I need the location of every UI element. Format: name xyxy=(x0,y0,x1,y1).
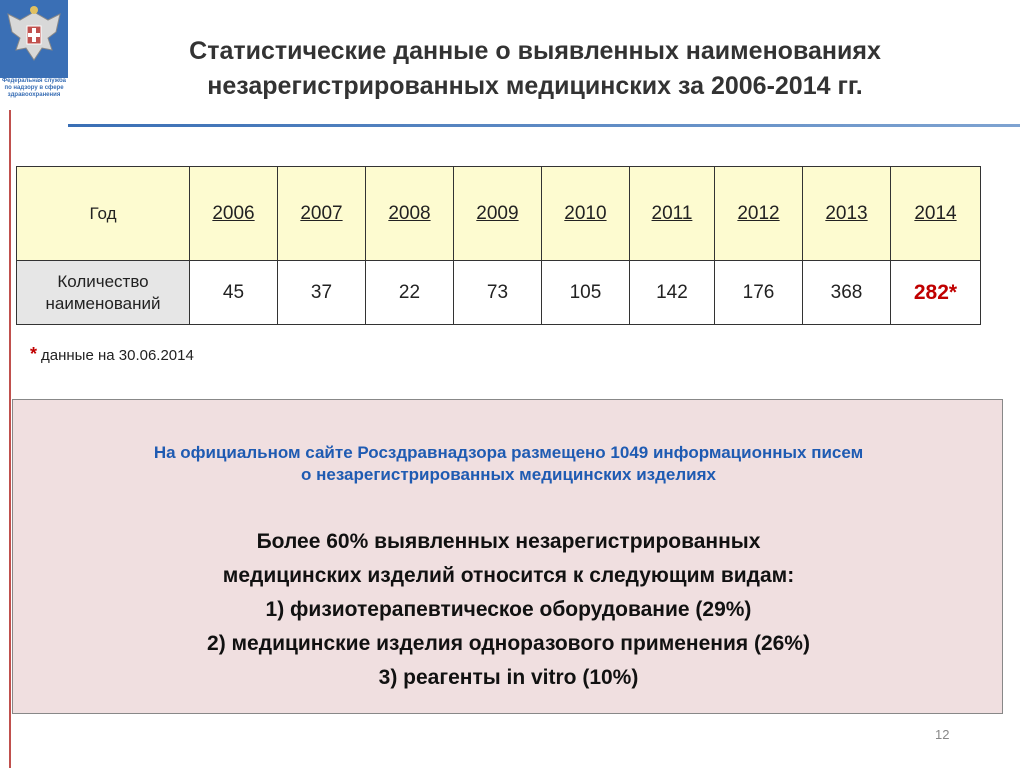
count-cell: 142 xyxy=(629,261,714,325)
title-divider xyxy=(68,124,1020,127)
count-cell: 22 xyxy=(365,261,453,325)
count-cell: 45 xyxy=(190,261,278,325)
year-cell: 2013 xyxy=(803,167,891,261)
footnote-text: данные на 30.06.2014 xyxy=(41,347,194,364)
year-cell: 2012 xyxy=(715,167,803,261)
count-cell-highlighted: 282* xyxy=(890,261,980,325)
count-cell: 368 xyxy=(803,261,891,325)
row-label: Количество наименований xyxy=(17,261,190,325)
year-cell: 2009 xyxy=(453,167,541,261)
summary-text: Более 60% выявленных незарегистрированных медицинских изделий относится к следующим видам: 1) физиотерапевтическое оборудование (29%) 2) медицинские изделия одноразового применения (26%) 3) реагенты in vitro (10%) xyxy=(207,530,810,689)
logo-caption: Федеральная служба по надзору в сфере здравоохранения xyxy=(1,78,66,98)
page-number: 12 xyxy=(935,727,950,742)
count-cell: 37 xyxy=(277,261,365,325)
statistics-table xyxy=(16,166,981,325)
notice-text: На официальном сайте Росздравнадзора размещено 1049 информационных писем о незарегистрированных медицинских изделиях xyxy=(153,443,864,484)
logo xyxy=(0,0,68,78)
footnote xyxy=(30,344,194,365)
sidebar-divider xyxy=(9,110,11,768)
page-title: Статистические данные о выявленных наименованиях незарегистрированных медицинских за 2006-2014 гг. xyxy=(189,37,881,100)
year-cell: 2014 xyxy=(890,167,980,261)
eagle-emblem-icon xyxy=(0,0,68,78)
header-label: Год xyxy=(17,167,190,261)
table-row xyxy=(17,261,981,325)
year-cell: 2008 xyxy=(365,167,453,261)
info-box xyxy=(12,399,1003,714)
year-cell: 2010 xyxy=(541,167,629,261)
footnote-star: * xyxy=(30,344,38,364)
year-cell: 2011 xyxy=(629,167,714,261)
count-cell: 73 xyxy=(453,261,541,325)
count-cell: 105 xyxy=(541,261,629,325)
year-cell: 2006 xyxy=(190,167,278,261)
table-header-row xyxy=(17,167,981,261)
year-cell: 2007 xyxy=(277,167,365,261)
count-cell: 176 xyxy=(715,261,803,325)
